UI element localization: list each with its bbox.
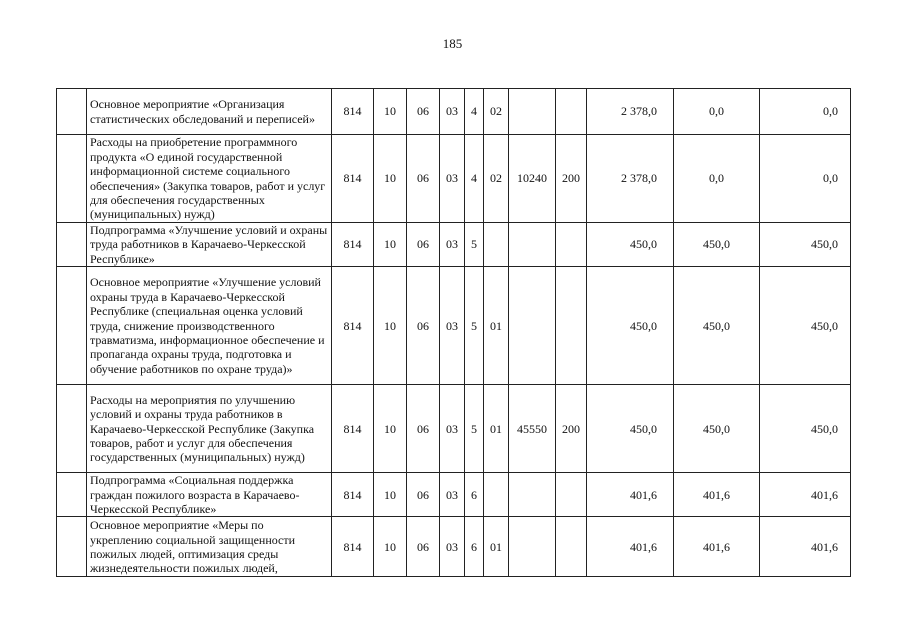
cell-c3: 06 <box>407 473 440 517</box>
cell-c1: 814 <box>332 223 374 267</box>
row-description: Подпрограмма «Социальная поддержка граждан пожилого возраста в Карачаево-Черкесской Республике» <box>87 473 332 517</box>
cell-c2: 10 <box>374 135 407 223</box>
cell-c4: 03 <box>440 135 465 223</box>
cell-c3: 06 <box>407 89 440 135</box>
cell-c6: 01 <box>484 517 509 577</box>
cell-v3: 401,6 <box>760 517 851 577</box>
cell-c3: 06 <box>407 135 440 223</box>
row-description: Основное мероприятие «Меры по укреплению социальной защищенности пожилых людей, оптимизация среды жизнедеятельности пожилых людей, <box>87 517 332 577</box>
cell-v2: 0,0 <box>674 89 760 135</box>
cell-c7 <box>509 89 556 135</box>
cell-v3: 401,6 <box>760 473 851 517</box>
row-description: Подпрограмма «Улучшение условий и охраны труда работников в Карачаево-Черкесской Республике» <box>87 223 332 267</box>
cell-c8 <box>556 89 587 135</box>
cell-v1: 450,0 <box>587 385 674 473</box>
cell-c5: 4 <box>465 89 484 135</box>
cell-c6: 01 <box>484 267 509 385</box>
row-description: Расходы на приобретение программного продукта «О единой государственной информационной системе социального обеспечения» (Закупка товаров, работ и услуг для обеспечения государственных (муниципальных) нужд) <box>87 135 332 223</box>
cell-c8 <box>556 517 587 577</box>
table-row <box>57 135 851 223</box>
cell-c5: 6 <box>465 473 484 517</box>
cell-v2: 0,0 <box>674 135 760 223</box>
cell-c4: 03 <box>440 267 465 385</box>
cell-c4: 03 <box>440 223 465 267</box>
cell-c2: 10 <box>374 385 407 473</box>
cell-c2: 10 <box>374 89 407 135</box>
cell-c1: 814 <box>332 517 374 577</box>
cell-c3: 06 <box>407 267 440 385</box>
row-number-cell <box>57 267 87 385</box>
cell-v2: 450,0 <box>674 267 760 385</box>
table-row <box>57 473 851 517</box>
cell-c1: 814 <box>332 385 374 473</box>
cell-c5: 4 <box>465 135 484 223</box>
cell-c2: 10 <box>374 517 407 577</box>
cell-c4: 03 <box>440 385 465 473</box>
cell-c6: 02 <box>484 89 509 135</box>
row-description: Основное мероприятие «Организация статистических обследований и переписей» <box>87 89 332 135</box>
cell-v3: 450,0 <box>760 267 851 385</box>
cell-c6 <box>484 223 509 267</box>
cell-c8: 200 <box>556 135 587 223</box>
cell-c1: 814 <box>332 473 374 517</box>
cell-v3: 0,0 <box>760 135 851 223</box>
table-row <box>57 385 851 473</box>
cell-c5: 5 <box>465 223 484 267</box>
table-row <box>57 517 851 577</box>
row-number-cell <box>57 223 87 267</box>
cell-v2: 401,6 <box>674 473 760 517</box>
cell-c3: 06 <box>407 385 440 473</box>
cell-v3: 450,0 <box>760 385 851 473</box>
cell-c4: 03 <box>440 473 465 517</box>
cell-v3: 450,0 <box>760 223 851 267</box>
cell-v2: 450,0 <box>674 223 760 267</box>
cell-c5: 5 <box>465 385 484 473</box>
row-number-cell <box>57 517 87 577</box>
cell-c5: 6 <box>465 517 484 577</box>
cell-v1: 450,0 <box>587 223 674 267</box>
cell-v1: 401,6 <box>587 517 674 577</box>
row-number-cell <box>57 135 87 223</box>
cell-c7 <box>509 517 556 577</box>
cell-v1: 450,0 <box>587 267 674 385</box>
cell-c2: 10 <box>374 267 407 385</box>
cell-v1: 2 378,0 <box>587 89 674 135</box>
cell-c4: 03 <box>440 89 465 135</box>
cell-c8 <box>556 223 587 267</box>
cell-c7 <box>509 473 556 517</box>
cell-c6 <box>484 473 509 517</box>
row-number-cell <box>57 473 87 517</box>
row-number-cell <box>57 89 87 135</box>
budget-table <box>56 88 851 577</box>
table-row <box>57 223 851 267</box>
cell-v1: 401,6 <box>587 473 674 517</box>
table-row <box>57 89 851 135</box>
cell-c7: 45550 <box>509 385 556 473</box>
cell-c8 <box>556 267 587 385</box>
cell-c4: 03 <box>440 517 465 577</box>
cell-c2: 10 <box>374 473 407 517</box>
cell-v3: 0,0 <box>760 89 851 135</box>
cell-c3: 06 <box>407 517 440 577</box>
row-description: Основное мероприятие «Улучшение условий охраны труда в Карачаево-Черкесской Республике (специальная оценка условий труда, снижение производственного травматизма, информационное обеспечение и пропаганда охраны труда, подготовка и обучение работников по охране труда)» <box>87 267 332 385</box>
cell-c1: 814 <box>332 135 374 223</box>
cell-v2: 450,0 <box>674 385 760 473</box>
cell-c7 <box>509 223 556 267</box>
cell-v2: 401,6 <box>674 517 760 577</box>
cell-c8: 200 <box>556 385 587 473</box>
cell-c8 <box>556 473 587 517</box>
page-number: 185 <box>442 36 463 51</box>
row-description: Расходы на мероприятия по улучшению условий и охраны труда работников в Карачаево-Черкесской Республике (Закупка товаров, работ и услуг для обеспечения государственных (муниципальных) нужд) <box>87 385 332 473</box>
table-row <box>57 267 851 385</box>
cell-c1: 814 <box>332 267 374 385</box>
cell-c6: 02 <box>484 135 509 223</box>
cell-v1: 2 378,0 <box>587 135 674 223</box>
cell-c1: 814 <box>332 89 374 135</box>
row-number-cell <box>57 385 87 473</box>
cell-c7: 10240 <box>509 135 556 223</box>
cell-c3: 06 <box>407 223 440 267</box>
cell-c2: 10 <box>374 223 407 267</box>
cell-c7 <box>509 267 556 385</box>
cell-c5: 5 <box>465 267 484 385</box>
cell-c6: 01 <box>484 385 509 473</box>
